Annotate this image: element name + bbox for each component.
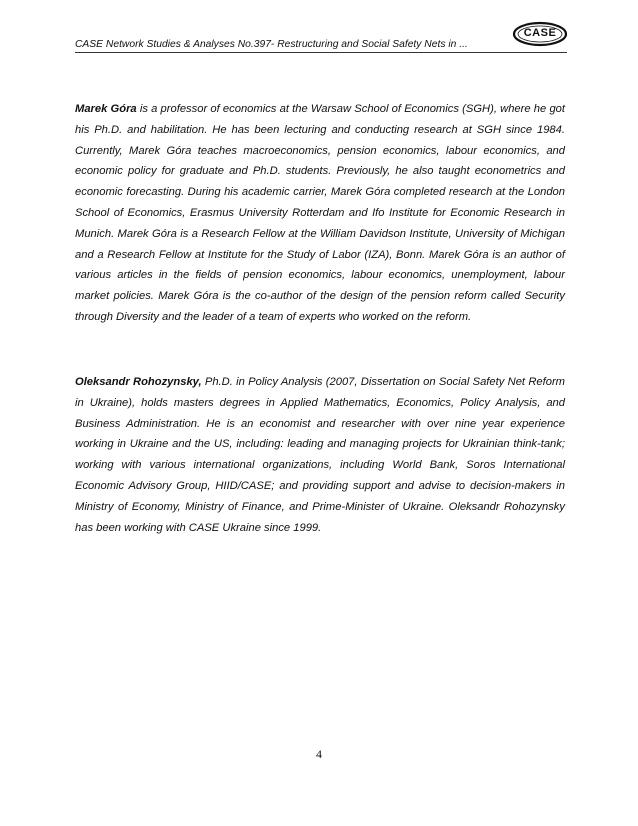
- running-header: [75, 34, 567, 50]
- bio-oleksandr-rohozynsky: [75, 372, 565, 538]
- logo-text: CASE: [523, 27, 557, 39]
- page-number: 4: [316, 747, 322, 761]
- case-logo: [512, 21, 568, 47]
- bio-name: Marek Góra: [75, 103, 137, 115]
- bio-name: Oleksandr Rohozynsky,: [75, 376, 202, 388]
- bio-marek-gora: [75, 99, 565, 328]
- header-divider: [75, 52, 567, 53]
- header-title: CASE Network Studies & Analyses No.397- Restructuring and Social Safety Nets in ...: [75, 39, 468, 50]
- bio-text: is a professor of economics at the Warsaw School of Economics (SGH), where he got his Ph.D. and habilitation. He has been lecturing and conducting research at SGH since 1984. Currently, Marek Góra teaches macroeconomics, pension economics, labour economics, and economic policy for graduate and Ph.D. students. Previously, he also taught econometrics and economic forecasting. During his academic carrier, Marek Góra completed research at the London School of Economics, Erasmus University Rotterdam and Ifo Institute for Economic Research in Munich. Marek Góra is a Research Fellow at the William Davidson Institute, University of Michigan and a Research Fellow at Institute for the Study of Labor (IZA), Bonn. Marek Góra is an author of various articles in the fields of pension economics, labour economics, unemployment, labour market policies. Marek Góra is the co-author of the design of the pension reform called Security through Diversity and the leader of a team of experts who worked on the reform.: [75, 103, 565, 323]
- bio-text: Ph.D. in Policy Analysis (2007, Dissertation on Social Safety Net Reform in Ukraine), holds masters degrees in Applied Mathematics, Economics, Policy Analysis, and Business Administration. He is an economist and researcher with over nine year experience working in Ukraine and the US, including: leading and managing projects for Ukrainian think-tank; working with various international organizations, including World Bank, Soros International Economic Advisory Group, HIID/CASE; and providing support and advise to decision-makers in Ministry of Economy, Ministry of Finance, and Prime-Minister of Ukraine. Oleksandr Rohozynsky has been working with CASE Ukraine since 1999.: [75, 376, 565, 534]
